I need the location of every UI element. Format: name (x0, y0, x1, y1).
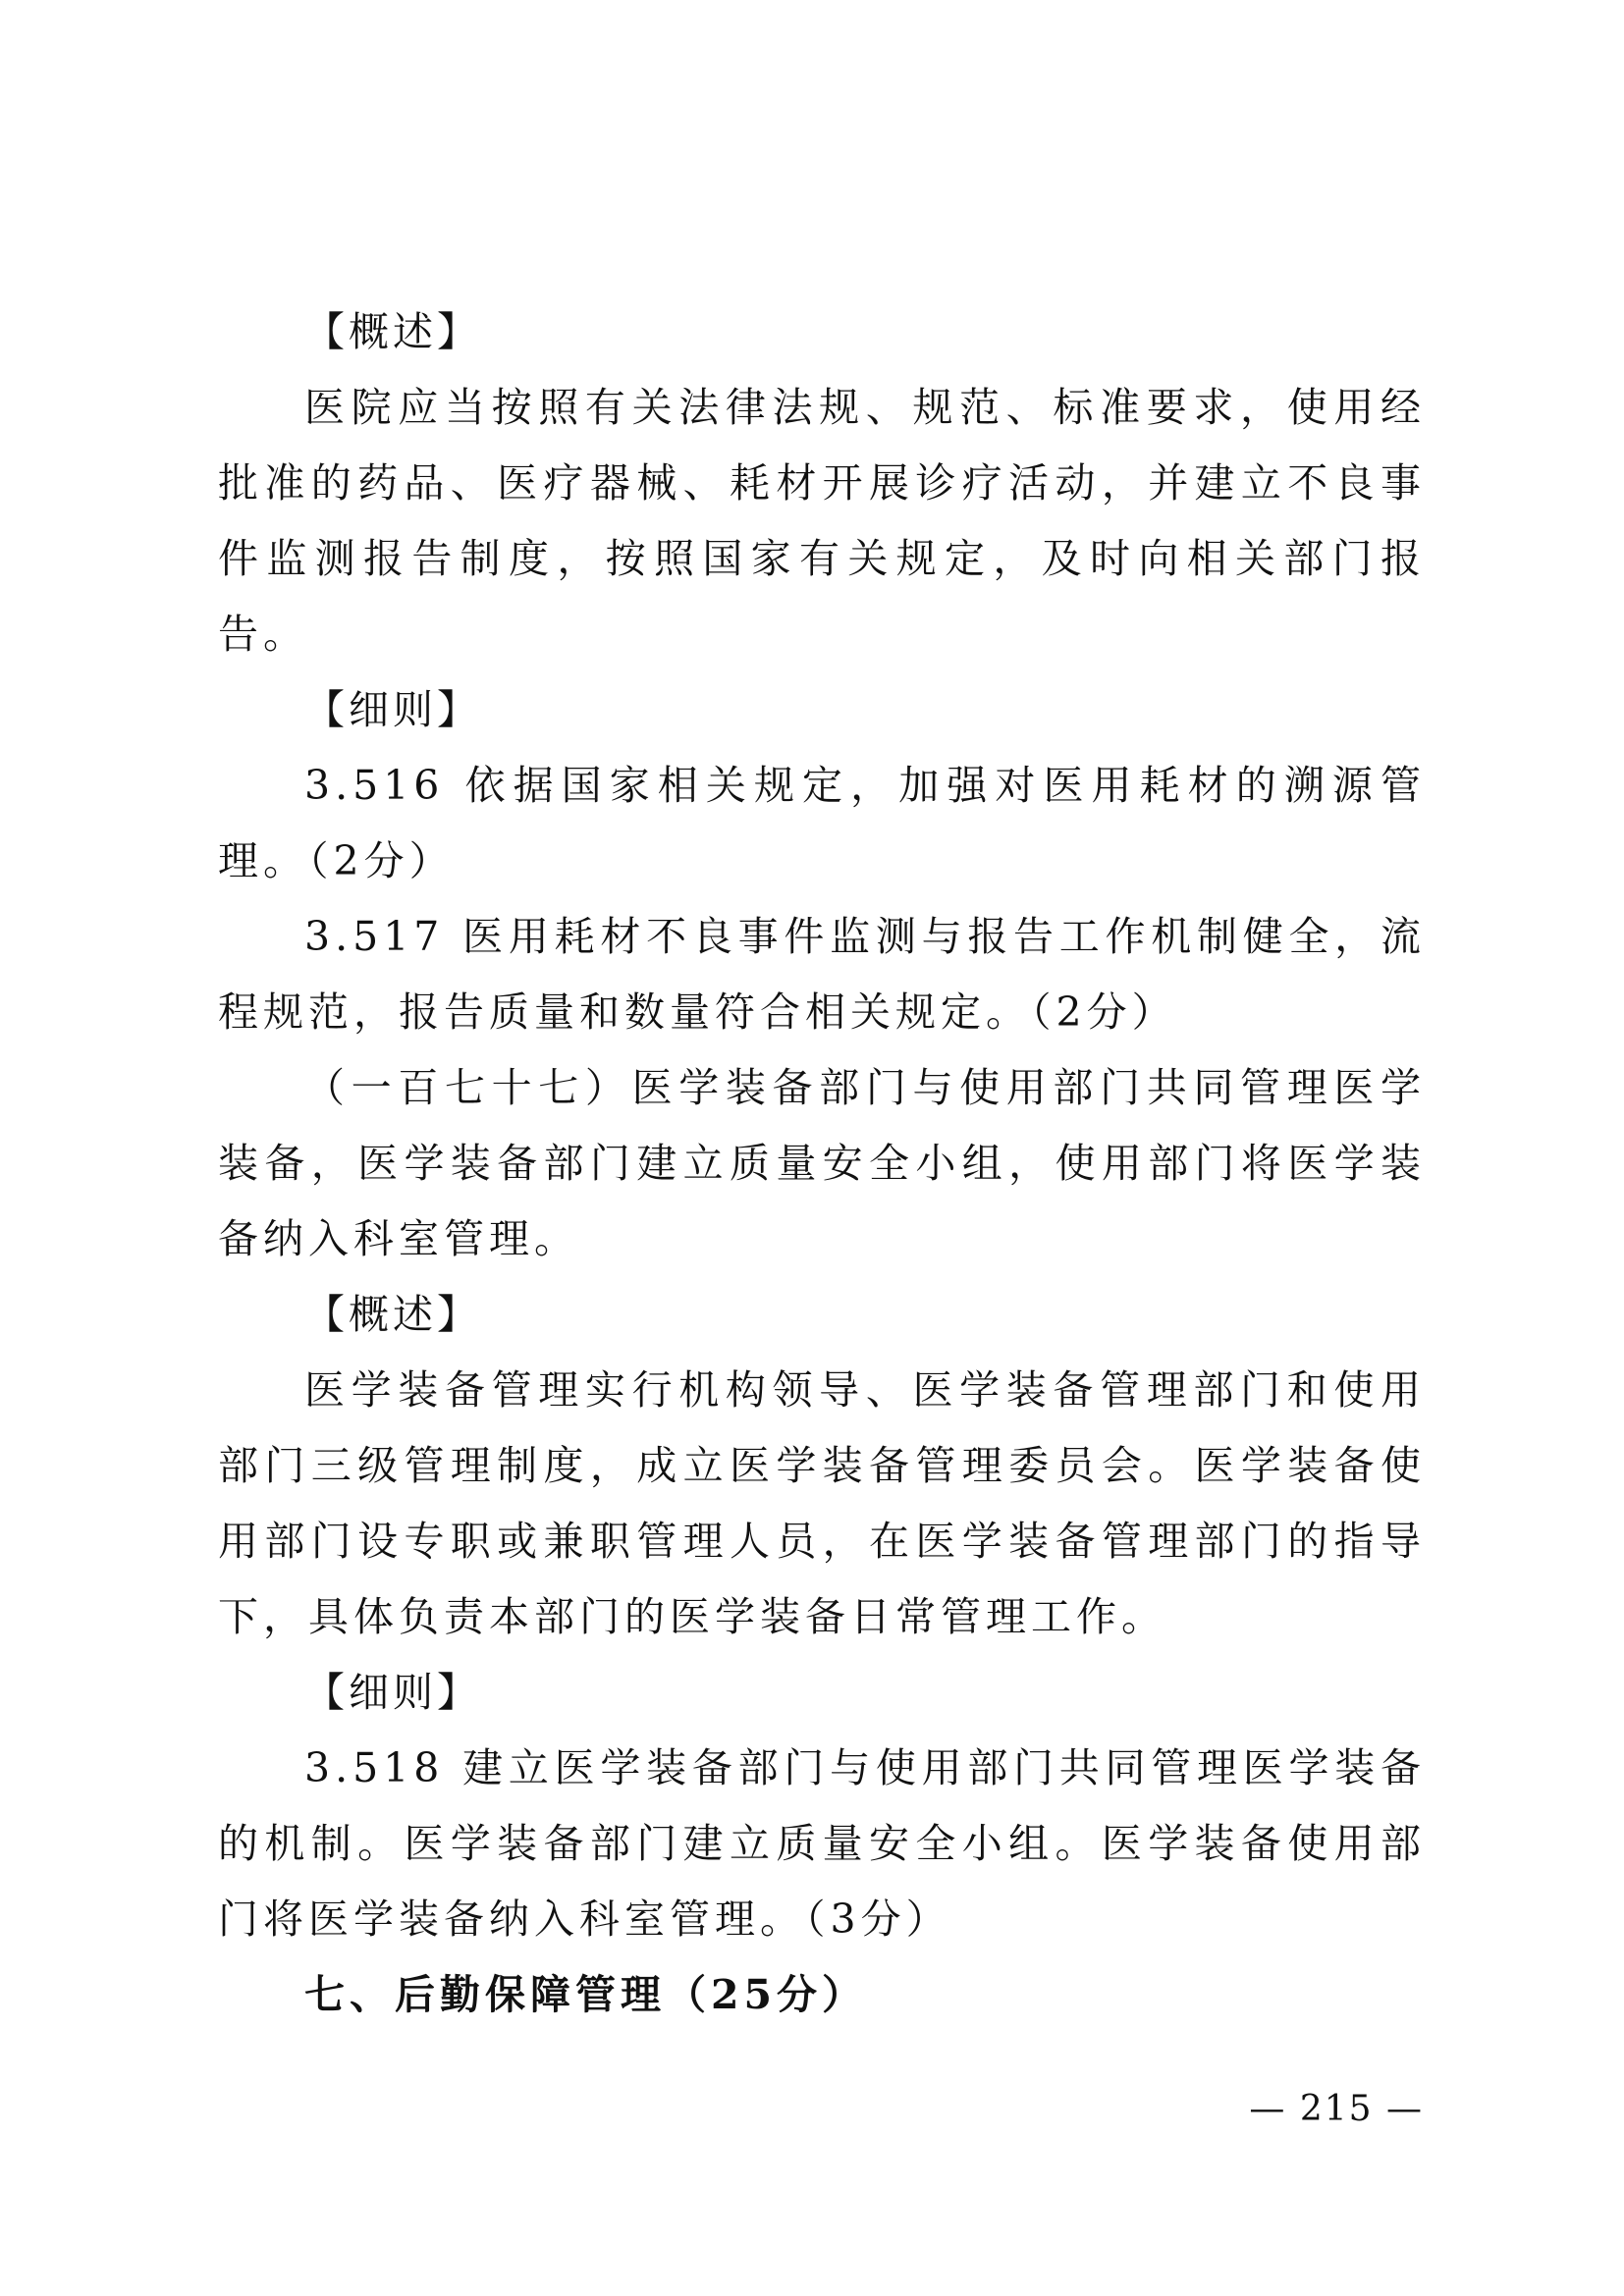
rules-heading-2: 【细则】 (304, 1669, 481, 1716)
article-177: （一百七十七）医学装备部门与使用部门共同管理医学装备，医学装备部门建立质量安全小组，使用部门将医学装备纳入科室管理。 (218, 1064, 1426, 1262)
section-heading-logistics: 七、后勤保障管理（25分） (304, 1971, 868, 2018)
rule-3-517: 3.517 医用耗材不良事件监测与报告工作机制健全，流程规范，报告质量和数量符合相关规定。（2分） (218, 913, 1426, 1036)
page-number: — 215 — (1249, 2089, 1424, 2129)
rule-3-518: 3.518 建立医学装备部门与使用部门共同管理医学装备的机制。医学装备部门建立质量安全小组。医学装备使用部门将医学装备纳入科室管理。（3分） (218, 1744, 1426, 1943)
overview-paragraph: 医院应当按照有关法律法规、规范、标准要求，使用经批准的药品、医疗器械、耗材开展诊疗活动，并建立不良事件监测报告制度，按照国家有关规定，及时向相关部门报告。 (218, 384, 1426, 658)
overview-heading: 【概述】 (304, 308, 481, 355)
page-content (218, 294, 1426, 2033)
rules-heading: 【细则】 (304, 686, 481, 733)
rule-3-516: 3.516 依据国家相关规定，加强对医用耗材的溯源管理。（2分） (218, 762, 1426, 884)
overview-heading-2: 【概述】 (304, 1291, 481, 1338)
overview-paragraph-2: 医学装备管理实行机构领导、医学装备管理部门和使用部门三级管理制度，成立医学装备管理委员会。医学装备使用部门设专职或兼职管理人员，在医学装备管理部门的指导下，具体负责本部门的医学装备日常管理工作。 (218, 1366, 1426, 1640)
